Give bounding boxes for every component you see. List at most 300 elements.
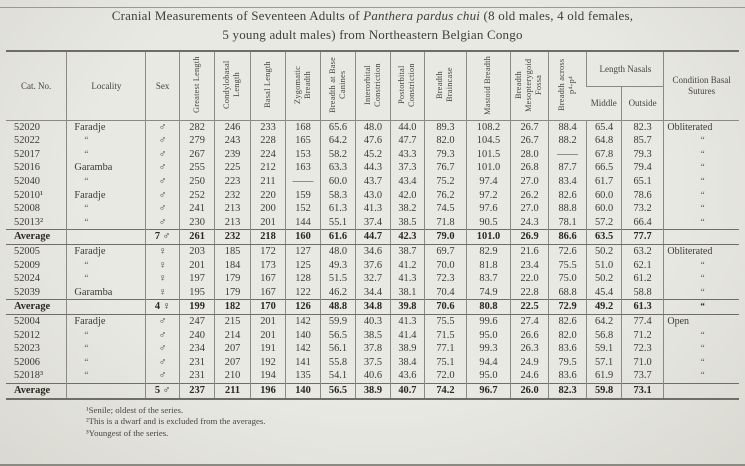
cell-sex: ♀ (146, 245, 179, 259)
cell-zygomatic-breadth: 152 (286, 202, 320, 216)
cell-sex: ♂ (146, 369, 179, 383)
cell-basal-length: 212 (250, 161, 285, 175)
cell-postorbital-constriction: 40.7 (390, 383, 424, 398)
table-row (6, 134, 739, 148)
cell-breadth-braincase: 89.3 (425, 120, 467, 134)
cell-cat-no: 52023 (14, 343, 40, 355)
cell-breadth-across-p4: 75.0 (548, 272, 587, 286)
cell-condylobasal-length: 225 (215, 161, 250, 175)
cell-interorbital-constriction: 37.5 (356, 356, 390, 370)
cell-nasals-middle: 64.8 (587, 134, 621, 148)
cell-interorbital-constriction: 43.7 (356, 175, 390, 189)
cell-breadth-base-canines: 61.3 (320, 202, 355, 216)
cell-basal-length: 200 (250, 202, 285, 216)
cell-nasals-middle: 57.2 (587, 216, 621, 230)
cell-breadth-across-p4: 87.7 (548, 161, 587, 175)
cell-breadth-across-p4: 78.1 (548, 216, 587, 230)
cell-zygomatic-breadth: 127 (286, 245, 320, 259)
title-line1-pre: Cranial Measurements of Seventeen Adults of (111, 8, 364, 23)
cell-breadth-base-canines: 65.6 (320, 120, 355, 134)
cell-basal-length: 201 (250, 216, 285, 230)
cell-locality: Faradje (67, 245, 146, 259)
cell-cat-no: 52010¹ (14, 189, 44, 201)
cell-cat-no: 52016 (14, 162, 40, 174)
cell-sex: ♂ (146, 134, 179, 148)
cell-condition-basal-sutures: “ (664, 216, 739, 230)
cell-breadth-mesopterygoid-fossa: 24.9 (511, 356, 549, 370)
cell-zygomatic-breadth: —— (286, 175, 320, 189)
cell-breadth-base-canines: 51.5 (320, 272, 355, 286)
cell-breadth-braincase: 75.1 (425, 356, 467, 370)
title-line2: 5 young adult males) from Northeastern Belgian Congo (222, 26, 523, 42)
cell-basal-length: 167 (250, 272, 285, 286)
cell-breadth-mesopterygoid-fossa: 22.8 (511, 286, 549, 300)
cell-mastoid-breadth: 97.4 (466, 175, 511, 189)
cell-breadth-braincase: 79.3 (425, 148, 467, 162)
cell-sex: ♂ (146, 120, 179, 134)
cell-condition-basal-sutures: “ (664, 356, 739, 370)
cell-condylobasal-length: 232 (215, 189, 250, 203)
cell-greatest-length: 240 (179, 329, 214, 343)
cell-basal-length: 218 (250, 230, 285, 245)
table-row (6, 175, 739, 189)
cell-interorbital-constriction: 34.6 (356, 245, 390, 259)
table-row (6, 315, 739, 329)
cell-zygomatic-breadth: 122 (286, 286, 320, 300)
cell-cat-no: 52006 (14, 356, 40, 368)
cell-cat-no: 52039 (14, 286, 40, 298)
cell-greatest-length: 201 (179, 259, 214, 273)
cell-breadth-across-p4: 88.2 (548, 134, 587, 148)
cell-breadth-mesopterygoid-fossa: 27.0 (511, 202, 549, 216)
cell-breadth-braincase: 74.5 (425, 202, 467, 216)
cell-interorbital-constriction: 43.0 (356, 189, 390, 203)
table-row (6, 120, 739, 134)
cell-locality: “ (67, 175, 146, 189)
cell-basal-length: 228 (250, 134, 285, 148)
cell-postorbital-constriction: 38.1 (390, 286, 424, 300)
cell-cat-no: Average (6, 383, 67, 398)
cell-mastoid-breadth: 101.0 (466, 161, 511, 175)
cell-postorbital-constriction: 42.0 (390, 189, 424, 203)
cell-basal-length: 201 (250, 329, 285, 343)
cell-breadth-across-p4: 86.6 (548, 230, 587, 245)
cell-zygomatic-breadth: 141 (286, 356, 320, 370)
cell-condition-basal-sutures: Open (664, 315, 739, 329)
cell-breadth-braincase: 69.7 (425, 245, 467, 259)
cell-postorbital-constriction: 41.3 (390, 272, 424, 286)
cell-interorbital-constriction: 45.2 (356, 148, 390, 162)
table-row (6, 161, 739, 175)
cell-breadth-across-p4: 75.5 (548, 259, 587, 273)
cell-postorbital-constriction: 38.9 (390, 342, 424, 356)
cell-condition-basal-sutures: “ (664, 369, 739, 383)
cell-greatest-length: 247 (179, 315, 214, 329)
cell-postorbital-constriction: 43.6 (390, 369, 424, 383)
cell-condition-basal-sutures (664, 230, 739, 245)
cell-condylobasal-length: 210 (215, 369, 250, 383)
cell-cat-no: 52005 (14, 246, 40, 258)
cell-breadth-mesopterygoid-fossa: 26.0 (511, 383, 549, 398)
cell-mastoid-breadth: 97.2 (466, 189, 511, 203)
cell-zygomatic-breadth: 128 (286, 272, 320, 286)
cell-nasals-outside: 62.1 (621, 259, 664, 273)
cell-breadth-mesopterygoid-fossa: 26.9 (511, 230, 549, 245)
cell-cat-no: 52017 (14, 148, 40, 160)
cell-breadth-mesopterygoid-fossa: 26.7 (511, 120, 549, 134)
cell-zygomatic-breadth: 163 (286, 161, 320, 175)
cell-condition-basal-sutures (664, 383, 739, 398)
cell-condition-basal-sutures: “ (664, 202, 739, 216)
cell-mastoid-breadth: 81.8 (466, 259, 511, 273)
header-basal-length: Basal Length (250, 51, 285, 121)
table-row (6, 259, 739, 273)
title-species-italic: Panthera pardus chui (363, 8, 481, 23)
cell-breadth-braincase: 72.3 (425, 272, 467, 286)
cell-postorbital-constriction: 47.7 (390, 134, 424, 148)
cell-sex: 4 ♀ (146, 300, 179, 315)
cell-nasals-outside: 72.3 (621, 342, 664, 356)
cell-postorbital-constriction: 43.4 (390, 175, 424, 189)
cell-cat-no: 52012 (14, 329, 40, 341)
cell-interorbital-constriction: 38.5 (356, 329, 390, 343)
cell-breadth-mesopterygoid-fossa: 23.4 (511, 259, 549, 273)
cell-greatest-length: 231 (179, 356, 214, 370)
cell-nasals-outside: 85.7 (621, 134, 664, 148)
table-body (6, 120, 739, 398)
cell-nasals-outside: 73.7 (621, 369, 664, 383)
table-row (6, 148, 739, 162)
cell-breadth-braincase: 70.4 (425, 286, 467, 300)
cell-postorbital-constriction: 44.0 (390, 120, 424, 134)
cell-nasals-middle: 57.1 (587, 356, 621, 370)
cell-locality: “ (67, 272, 146, 286)
cell-breadth-braincase: 76.7 (425, 161, 467, 175)
cell-mastoid-breadth: 108.2 (466, 120, 511, 134)
cell-locality: Faradje (67, 120, 146, 134)
cell-nasals-middle: 45.4 (587, 286, 621, 300)
cell-sex: ♂ (146, 315, 179, 329)
cell-locality: “ (67, 342, 146, 356)
cell-postorbital-constriction: 41.4 (390, 329, 424, 343)
table-row (6, 216, 739, 230)
header-condylobasal-length: Condylobasal Length (215, 51, 250, 121)
cell-greatest-length: 199 (179, 300, 214, 315)
cell-sex: ♀ (146, 259, 179, 273)
cell-nasals-middle: 50.2 (587, 245, 621, 259)
cell-condylobasal-length: 179 (215, 272, 250, 286)
cell-condition-basal-sutures: “ (664, 272, 739, 286)
cell-locality: “ (67, 134, 146, 148)
cell-basal-length: 211 (250, 175, 285, 189)
cell-breadth-mesopterygoid-fossa: 21.6 (511, 245, 549, 259)
cell-basal-length: 173 (250, 259, 285, 273)
cell-breadth-across-p4: 68.8 (548, 286, 587, 300)
cell-locality: “ (67, 329, 146, 343)
cell-breadth-mesopterygoid-fossa: 26.8 (511, 161, 549, 175)
cell-condylobasal-length: 213 (215, 202, 250, 216)
footnote-2: ²This is a dwarf and is excluded from the averages. (86, 416, 266, 427)
cell-breadth-braincase: 77.1 (425, 342, 467, 356)
cell-breadth-base-canines: 56.5 (320, 329, 355, 343)
cell-breadth-across-p4: 82.6 (548, 315, 587, 329)
cell-interorbital-constriction: 37.4 (356, 216, 390, 230)
cell-cat-no: 52008 (14, 203, 40, 215)
cell-mastoid-breadth: 95.0 (466, 329, 511, 343)
cell-greatest-length: 252 (179, 189, 214, 203)
footnote-3: ³Youngest of the series. (86, 428, 169, 439)
cell-locality: “ (67, 202, 146, 216)
cell-basal-length: 233 (250, 120, 285, 134)
cell-breadth-across-p4: 72.9 (548, 300, 587, 315)
cell-nasals-middle: 64.2 (587, 315, 621, 329)
cell-nasals-middle: 60.0 (587, 202, 621, 216)
table-row (6, 329, 739, 343)
cell-breadth-base-canines: 56.5 (320, 383, 355, 398)
cell-breadth-across-p4: 79.5 (548, 356, 587, 370)
cell-locality: “ (67, 259, 146, 273)
cell-nasals-outside: 77.7 (621, 230, 664, 245)
cell-greatest-length: 203 (179, 245, 214, 259)
cell-breadth-base-canines: 55.1 (320, 216, 355, 230)
cell-condylobasal-length: 246 (215, 120, 250, 134)
cell-greatest-length: 197 (179, 272, 214, 286)
average-row (6, 300, 739, 315)
cell-breadth-braincase: 71.8 (425, 216, 467, 230)
header-sex: Sex (146, 51, 179, 121)
cell-condition-basal-sutures: “ (664, 134, 739, 148)
cell-greatest-length: 234 (179, 342, 214, 356)
cell-locality: “ (67, 216, 146, 230)
cell-basal-length: 194 (250, 369, 285, 383)
cell-postorbital-constriction: 38.2 (390, 202, 424, 216)
cell-zygomatic-breadth: 165 (286, 134, 320, 148)
cell-nasals-outside: 71.2 (621, 329, 664, 343)
cell-breadth-mesopterygoid-fossa: 22.0 (511, 272, 549, 286)
cell-interorbital-constriction: 34.4 (356, 286, 390, 300)
cell-mastoid-breadth: 101.0 (466, 230, 511, 245)
cell-locality: “ (67, 148, 146, 162)
cell-zygomatic-breadth: 142 (286, 315, 320, 329)
cell-nasals-middle: 67.8 (587, 148, 621, 162)
cell-breadth-base-canines: 49.3 (320, 259, 355, 273)
cell-mastoid-breadth: 94.4 (466, 356, 511, 370)
cell-zygomatic-breadth: 140 (286, 329, 320, 343)
cell-basal-length: 196 (250, 383, 285, 398)
table-row (6, 342, 739, 356)
cell-zygomatic-breadth: 168 (286, 120, 320, 134)
header-locality: Locality (67, 51, 146, 121)
cell-zygomatic-breadth: 142 (286, 342, 320, 356)
cell-nasals-outside: 63.2 (621, 245, 664, 259)
cell-cat-no: 52040 (14, 176, 40, 188)
cell-basal-length: 172 (250, 245, 285, 259)
cell-basal-length: 191 (250, 342, 285, 356)
header-breadth-mesopterygoid-fossa: Breadth Mesopterygoid Fossa (511, 51, 549, 121)
cell-mastoid-breadth: 99.3 (466, 342, 511, 356)
cell-condition-basal-sutures: “ (664, 161, 739, 175)
cell-nasals-middle: 66.5 (587, 161, 621, 175)
header-length-nasals-group: Length Nasals (587, 51, 664, 87)
cell-breadth-across-p4: —— (548, 148, 587, 162)
table-row (6, 202, 739, 216)
cell-breadth-base-canines: 48.8 (320, 300, 355, 315)
cell-condylobasal-length: 214 (215, 329, 250, 343)
cell-condylobasal-length: 182 (215, 300, 250, 315)
cell-breadth-across-p4: 88.8 (548, 202, 587, 216)
footnote-1: ¹Senile; oldest of the series. (86, 404, 184, 415)
cell-greatest-length: 231 (179, 369, 214, 383)
cell-cat-no: 52020 (14, 121, 40, 133)
table-header (6, 51, 739, 121)
cell-condylobasal-length: 213 (215, 216, 250, 230)
cell-breadth-mesopterygoid-fossa: 24.3 (511, 216, 549, 230)
cell-breadth-base-canines: 56.1 (320, 342, 355, 356)
cell-mastoid-breadth: 90.5 (466, 216, 511, 230)
cell-nasals-middle: 61.7 (587, 175, 621, 189)
cell-sex: 7 ♂ (146, 230, 179, 245)
cell-interorbital-constriction: 47.6 (356, 134, 390, 148)
cell-breadth-braincase: 82.0 (425, 134, 467, 148)
cell-greatest-length: 250 (179, 175, 214, 189)
cell-breadth-mesopterygoid-fossa: 22.5 (511, 300, 549, 315)
header-zygomatic-breadth: Zygomatic Breadth (286, 51, 320, 121)
cell-condylobasal-length: 207 (215, 356, 250, 370)
cell-basal-length: 220 (250, 189, 285, 203)
cell-greatest-length: 241 (179, 202, 214, 216)
cell-condition-basal-sutures: “ (664, 300, 739, 315)
cell-sex: ♂ (146, 161, 179, 175)
cell-interorbital-constriction: 44.3 (356, 161, 390, 175)
measurements-table (6, 50, 739, 400)
cell-locality: Garamba (67, 161, 146, 175)
cell-breadth-mesopterygoid-fossa: 24.6 (511, 369, 549, 383)
cell-cat-no: 52013² (14, 216, 44, 228)
cell-basal-length: 167 (250, 286, 285, 300)
cell-nasals-outside: 61.3 (621, 300, 664, 315)
table-row (6, 369, 739, 383)
table-row (6, 356, 739, 370)
cell-locality: Faradje (67, 189, 146, 203)
cell-breadth-braincase: 74.2 (425, 383, 467, 398)
cell-sex: ♀ (146, 286, 179, 300)
cell-nasals-middle: 50.2 (587, 272, 621, 286)
cell-breadth-base-canines: 60.0 (320, 175, 355, 189)
header-breadth-braincase: Breadth Braincase (425, 51, 467, 121)
cell-postorbital-constriction: 38.4 (390, 356, 424, 370)
cell-zygomatic-breadth: 140 (286, 383, 320, 398)
cell-interorbital-constriction: 41.3 (356, 202, 390, 216)
cell-zygomatic-breadth: 126 (286, 300, 320, 315)
cell-condylobasal-length: 223 (215, 175, 250, 189)
cell-breadth-across-p4: 82.0 (548, 329, 587, 343)
cell-mastoid-breadth: 82.9 (466, 245, 511, 259)
cell-nasals-middle: 49.2 (587, 300, 621, 315)
cell-breadth-mesopterygoid-fossa: 26.7 (511, 134, 549, 148)
cell-condition-basal-sutures: “ (664, 175, 739, 189)
header-cat-no: Cat. No. (6, 51, 67, 121)
header-mastoid-breadth: Mastoid Breadth (466, 51, 511, 121)
cell-greatest-length: 267 (179, 148, 214, 162)
cell-interorbital-constriction: 37.8 (356, 342, 390, 356)
cell-cat-no: 52004 (14, 316, 40, 327)
title-line1-post: (8 old males, 4 old females, (480, 8, 634, 23)
cell-breadth-base-canines: 63.3 (320, 161, 355, 175)
cell-breadth-braincase: 72.0 (425, 369, 467, 383)
cell-condylobasal-length: 232 (215, 230, 250, 245)
cell-postorbital-constriction: 42.3 (390, 230, 424, 245)
cell-condition-basal-sutures: “ (664, 148, 739, 162)
cell-mastoid-breadth: 104.5 (466, 134, 511, 148)
cell-breadth-base-canines: 61.6 (320, 230, 355, 245)
cell-breadth-mesopterygoid-fossa: 26.3 (511, 342, 549, 356)
cell-nasals-outside: 66.4 (621, 216, 664, 230)
cell-nasals-outside: 82.3 (621, 120, 664, 134)
cell-locality: “ (67, 356, 146, 370)
cell-condition-basal-sutures: Obliterated (664, 245, 739, 259)
cell-nasals-outside: 77.4 (621, 315, 664, 329)
cell-mastoid-breadth: 80.8 (466, 300, 511, 315)
cell-interorbital-constriction: 40.3 (356, 315, 390, 329)
cell-nasals-outside: 61.2 (621, 272, 664, 286)
cell-breadth-braincase: 75.2 (425, 175, 467, 189)
cell-locality: “ (67, 369, 146, 383)
cell-cat-no: 52009 (14, 259, 40, 271)
cell-condylobasal-length: 239 (215, 148, 250, 162)
cell-nasals-outside: 73.2 (621, 202, 664, 216)
cell-breadth-base-canines: 55.8 (320, 356, 355, 370)
cell-breadth-braincase: 75.5 (425, 315, 467, 329)
cell-nasals-middle: 59.1 (587, 342, 621, 356)
cell-cat-no: 52022 (14, 135, 40, 147)
cell-breadth-braincase: 70.6 (425, 300, 467, 315)
cell-condition-basal-sutures: “ (664, 259, 739, 273)
cell-breadth-across-p4: 83.4 (548, 175, 587, 189)
cell-nasals-middle: 63.5 (587, 230, 621, 245)
cell-breadth-mesopterygoid-fossa: 28.0 (511, 148, 549, 162)
cell-interorbital-constriction: 32.7 (356, 272, 390, 286)
cell-condylobasal-length: 184 (215, 259, 250, 273)
cell-greatest-length: 282 (179, 120, 214, 134)
cell-nasals-outside: 79.3 (621, 148, 664, 162)
cell-zygomatic-breadth: 135 (286, 369, 320, 383)
cell-postorbital-constriction: 38.7 (390, 245, 424, 259)
cell-breadth-base-canines: 46.2 (320, 286, 355, 300)
cell-nasals-outside: 65.1 (621, 175, 664, 189)
cell-basal-length: 170 (250, 300, 285, 315)
table-row (6, 189, 739, 203)
cell-postorbital-constriction: 38.5 (390, 216, 424, 230)
cell-sex: ♂ (146, 189, 179, 203)
cell-breadth-across-p4: 72.6 (548, 245, 587, 259)
cell-mastoid-breadth: 96.7 (466, 383, 511, 398)
cell-condylobasal-length: 185 (215, 245, 250, 259)
cell-locality: Garamba (67, 286, 146, 300)
page-title (10, 7, 735, 45)
cell-interorbital-constriction: 48.0 (356, 120, 390, 134)
cell-cat-no: 52018³ (14, 370, 44, 382)
cell-condition-basal-sutures: Obliterated (664, 120, 739, 134)
cell-breadth-mesopterygoid-fossa: 26.6 (511, 329, 549, 343)
cell-locality (67, 300, 146, 315)
cell-breadth-braincase: 79.0 (425, 230, 467, 245)
table-row (6, 272, 739, 286)
cell-breadth-mesopterygoid-fossa: 27.4 (511, 315, 549, 329)
cell-nasals-middle: 56.8 (587, 329, 621, 343)
cell-interorbital-constriction: 40.6 (356, 369, 390, 383)
cell-sex: ♂ (146, 356, 179, 370)
cell-nasals-outside: 78.6 (621, 189, 664, 203)
